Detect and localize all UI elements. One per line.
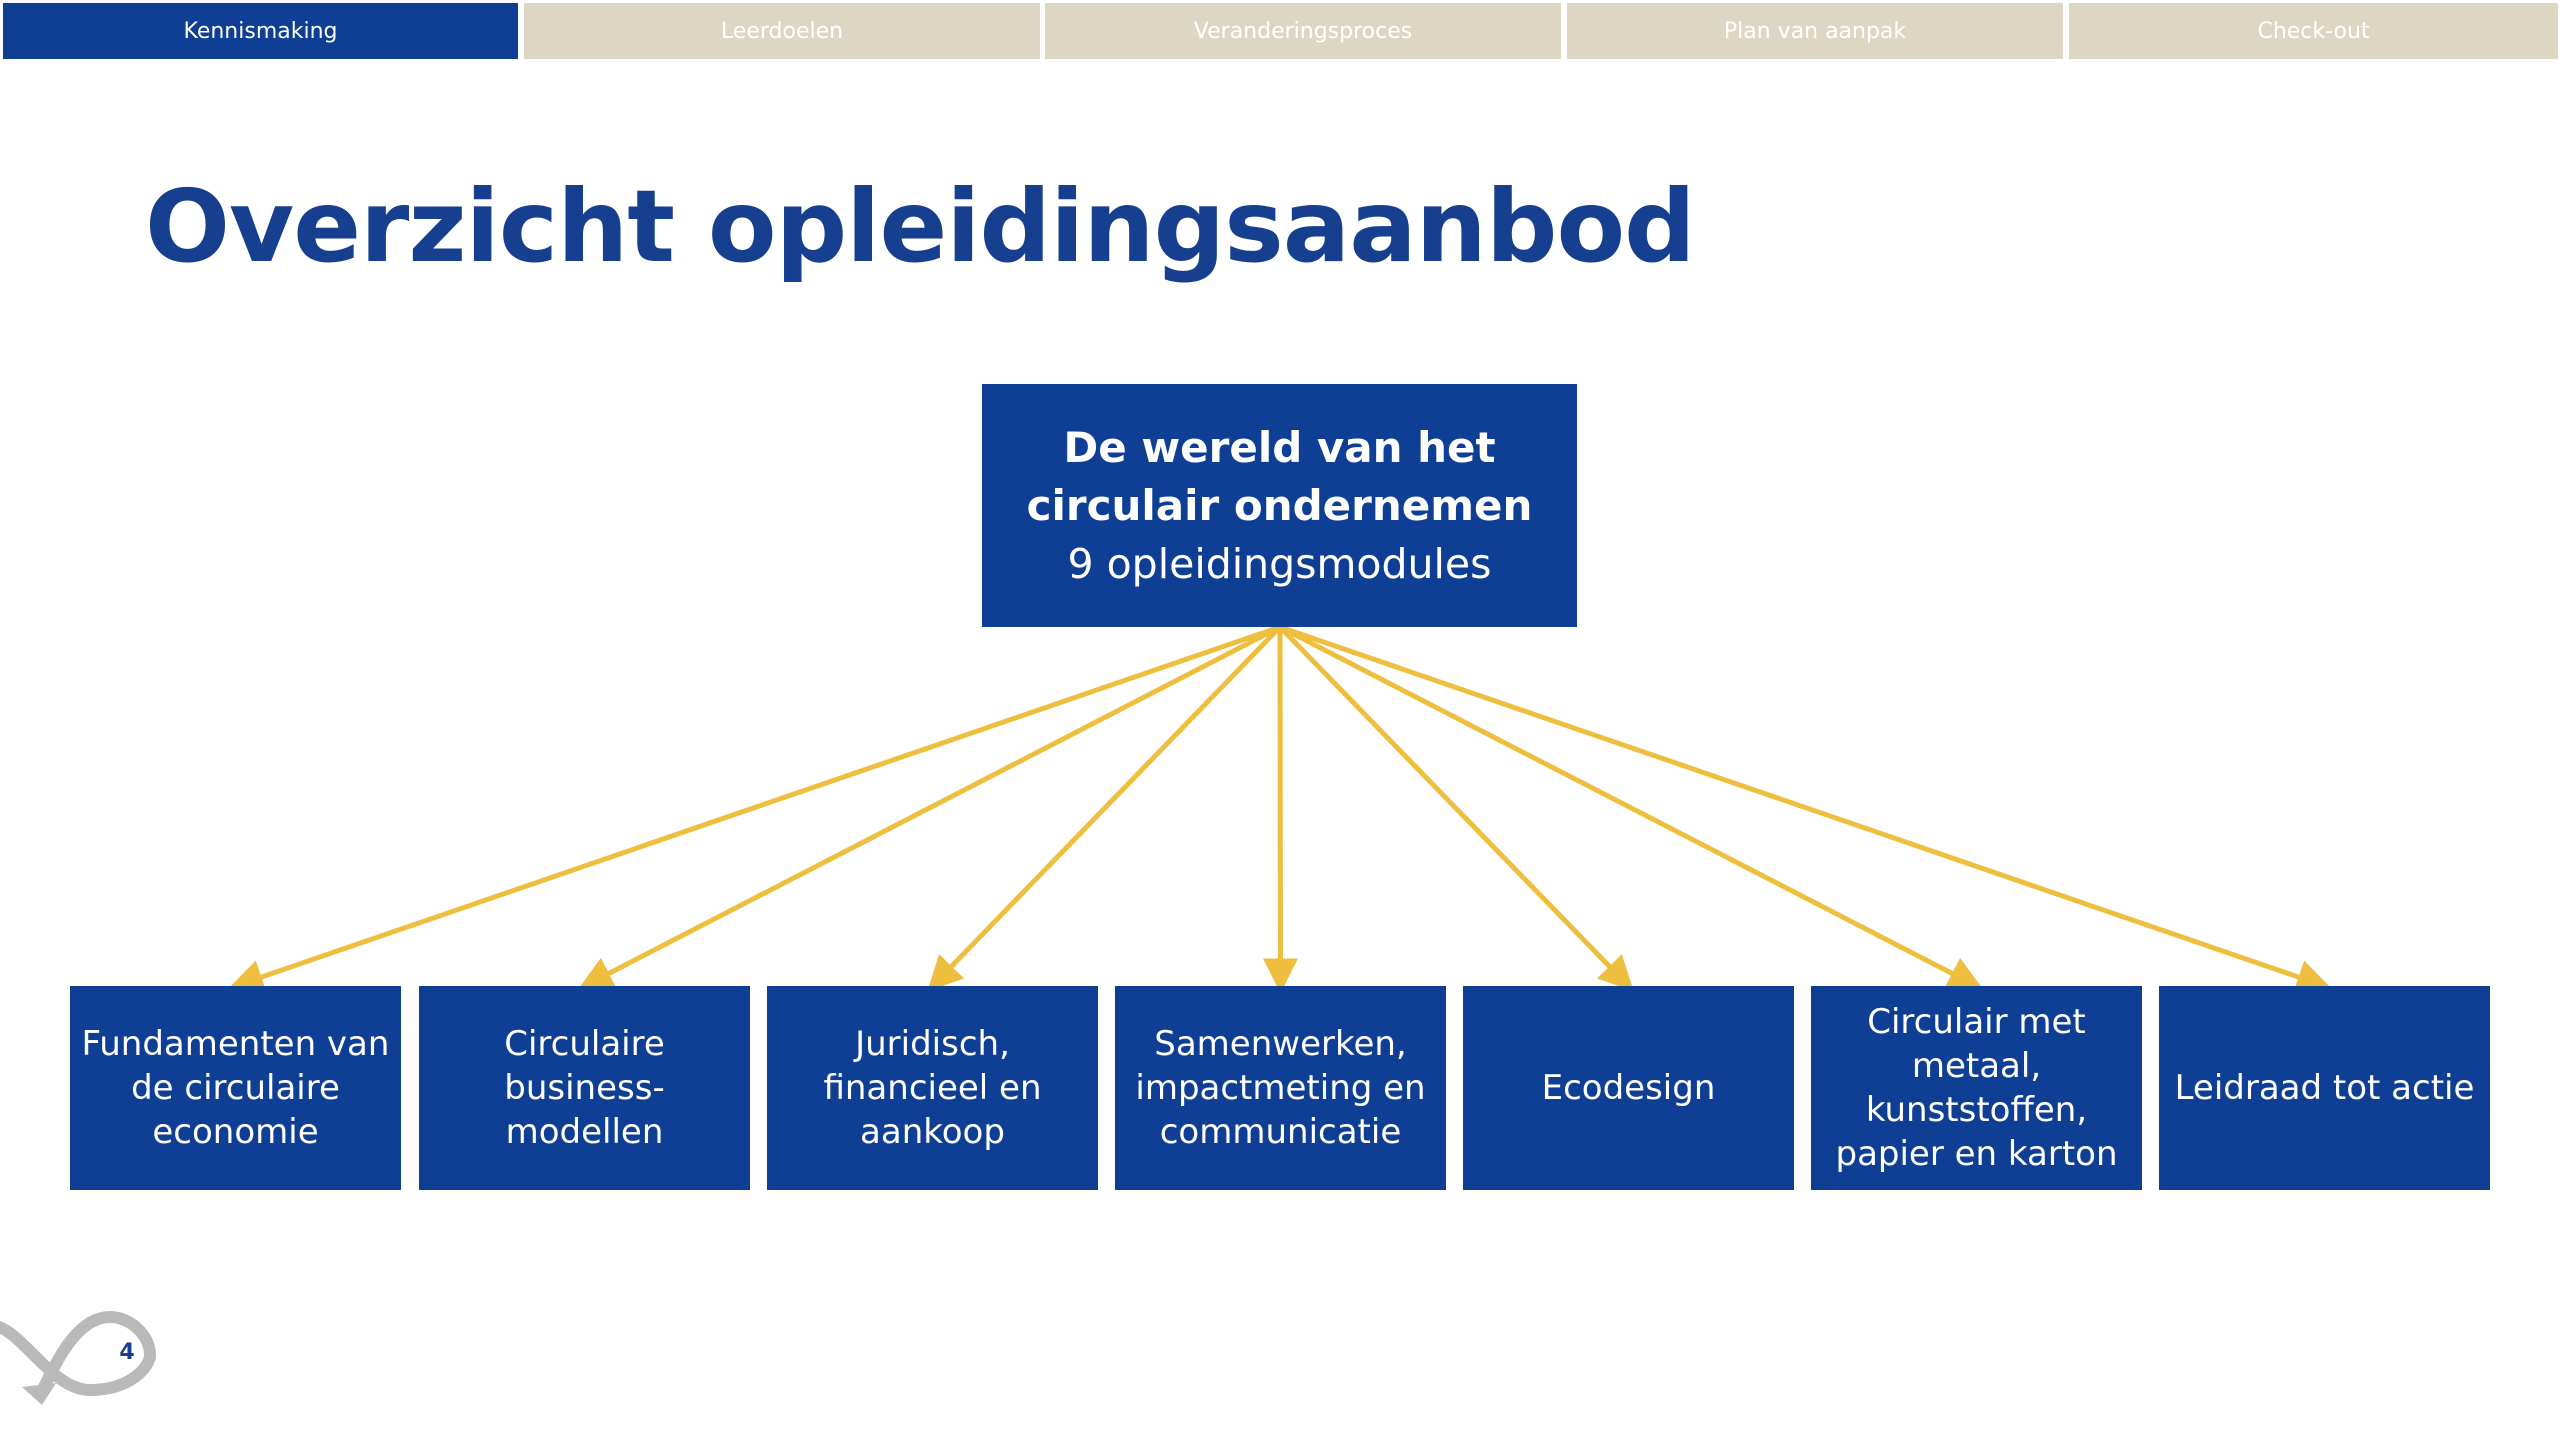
module-label: Juridisch, financieel en aankoop	[823, 1024, 1042, 1152]
tab-veranderingsproces[interactable]: Veranderingsproces	[1045, 3, 1561, 59]
tab-leerdoelen[interactable]: Leerdoelen	[524, 3, 1040, 59]
module-node[interactable]	[1811, 986, 2142, 1190]
module-label: Circulair met metaal, kunststoffen, papier en karton	[1835, 1002, 2118, 1174]
section-tabs	[0, 0, 2560, 62]
tab-check-out[interactable]: Check-out	[2069, 3, 2558, 59]
module-node[interactable]	[1463, 986, 1794, 1190]
module-label: Fundamenten van de circulaire economie	[81, 1024, 390, 1152]
connector-arrow	[1280, 627, 1977, 986]
connector-arrow	[1280, 627, 1281, 986]
page-number: 4	[119, 1340, 135, 1365]
root-node	[982, 384, 1577, 627]
module-label: Ecodesign	[1541, 1068, 1716, 1108]
root-subtitle: 9 opleidingsmodules	[1067, 539, 1492, 588]
connector-arrow	[1280, 627, 2325, 986]
root-title: De wereld van het circulair ondernemen	[1026, 422, 1533, 530]
module-node[interactable]	[767, 986, 1098, 1190]
tab-kennismaking[interactable]: Kennismaking	[3, 3, 518, 59]
module-node[interactable]	[419, 986, 750, 1190]
connector-arrow	[933, 627, 1281, 986]
connector-arrow	[585, 627, 1281, 986]
connector-arrow	[236, 627, 1281, 986]
module-label: Circulaire business-modellen	[504, 1024, 665, 1152]
module-node[interactable]	[1115, 986, 1446, 1190]
module-label: Leidraad tot actie	[2174, 1068, 2475, 1108]
module-node[interactable]	[2159, 986, 2490, 1190]
page-title: Overzicht opleidingsaanbod	[145, 168, 1695, 285]
circular-infinity-logo-icon	[0, 1295, 190, 1425]
connector-arrow	[1280, 627, 1629, 986]
module-label: Samenwerken, impactmeting en communicatie	[1135, 1024, 1426, 1152]
module-node[interactable]	[70, 986, 401, 1190]
tab-plan-van-aanpak[interactable]: Plan van aanpak	[1567, 3, 2063, 59]
